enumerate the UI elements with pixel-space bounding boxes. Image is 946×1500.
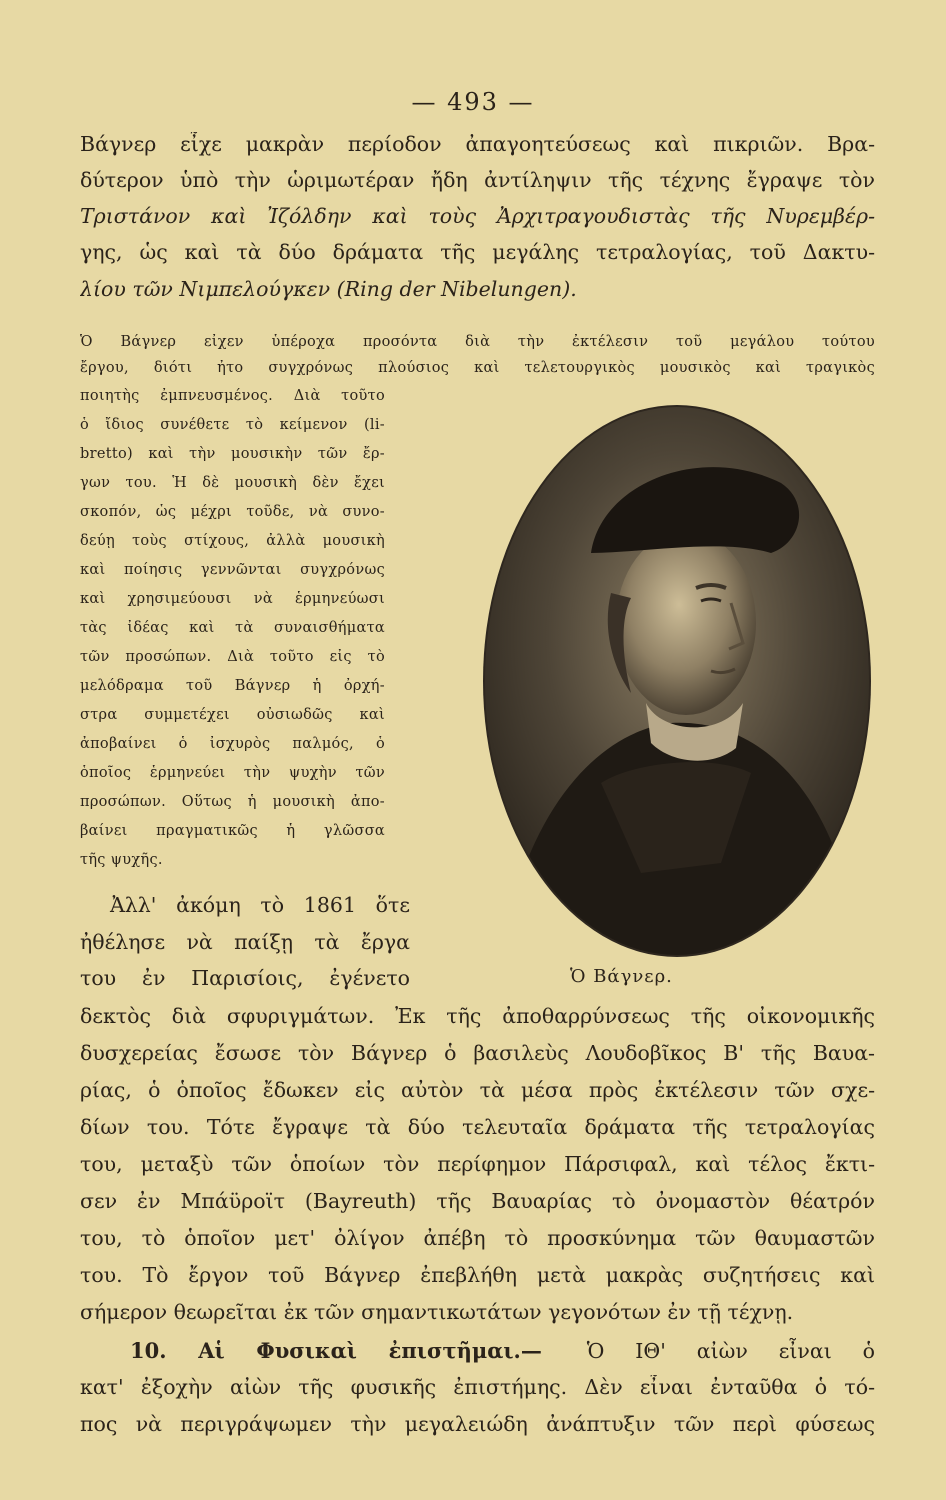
- section-heading-line: [80, 1338, 875, 1363]
- small-text-line: βαίνει πραγματικῶς ἡ γλῶσσα: [80, 823, 385, 839]
- text-line: Βάγνερ εἶχε μακρὰν περίοδον ἀπαγοητεύσεως καὶ πικριῶν. Βρα-: [80, 132, 875, 156]
- small-text-line: ἔργου, διότι ἦτο συγχρόνως πλούσιος καὶ τελετουργικὸς μουσικὸς καὶ τραγικὸς: [80, 360, 875, 376]
- small-text-line: bretto) καὶ τὴν μουσικὴν τῶν ἔρ-: [80, 446, 385, 462]
- small-text-line: στρα συμμετέχει οὐσιωδῶς καὶ: [80, 707, 385, 723]
- text-line: πος νὰ περιγράψωμεν τὴν μεγαλειώδη ἀνάπτυξιν τῶν περὶ φύσεως: [80, 1412, 875, 1436]
- text-line: Ἀλλ' ἀκόμη τὸ 1861 ὅτε: [110, 893, 410, 917]
- small-text-line: ἀποβαίνει ὁ ἰσχυρὸς παλμός, ὁ: [80, 736, 385, 752]
- text-line: σήμερον θεωρεῖται ἐκ τῶν σημαντικωτάτων γεγονότων ἐν τῇ τέχνῃ.: [80, 1300, 794, 1324]
- text-line: δύτερον ὑπὸ τὴν ὡριμωτέραν ἤδη ἀντίληψιν τῆς τέχνης ἔγραψε τὸν: [80, 168, 875, 192]
- small-text-line: τῶν προσώπων. Διὰ τοῦτο εἰς τὸ: [80, 649, 385, 665]
- text-line: του. Τὸ ἔργον τοῦ Βάγνερ ἐπεβλήθη μετὰ μακρὰς συζητήσεις καὶ: [80, 1263, 875, 1287]
- section-heading-rest: Ὁ ΙΘ' αἰὼν εἶναι ὁ: [586, 1339, 875, 1363]
- small-text-line: ποιητὴς ἐμπνευσμένος. Διὰ τοῦτο: [80, 388, 385, 404]
- small-text-line: ὁποῖος ἑρμηνεύει τὴν ψυχὴν τῶν: [80, 765, 385, 781]
- text-line: του, τὸ ὁποῖον μετ' ὀλίγον ἀπέβη τὸ προσκύνημα τῶν θαυμαστῶν: [80, 1226, 875, 1250]
- page-number: — 493 —: [411, 88, 535, 116]
- text-line: λίου τῶν Νιμπελούγκεν (Ring der Nibelungen).: [80, 277, 577, 301]
- small-text-line: ὁ ἴδιος συνέθετε τὸ κείμενον (li-: [80, 417, 385, 433]
- portrait-caption: Ὁ Βάγνερ.: [570, 966, 673, 987]
- text-line: δεκτὸς διὰ σφυριγμάτων. Ἐκ τῆς ἀποθαρρύνσεως τῆς οἰκονομικῆς: [80, 1004, 875, 1028]
- small-text-line: καὶ χρησιμεύουσι νὰ ἑρμηνεύωσι: [80, 591, 385, 607]
- small-text-line: σκοπόν, ὡς μέχρι τοῦδε, νὰ συνο-: [80, 504, 385, 520]
- small-text-line: τὰς ἰδέας καὶ τὰ συναισθήματα: [80, 620, 385, 636]
- text-line: Τριστάνον καὶ Ἰζόλδην καὶ τοὺς Ἀρχιτραγουδιστὰς τῆς Νυρεμβέρ-: [80, 204, 875, 228]
- text-line: γης, ὡς καὶ τὰ δύο δράματα τῆς μεγάλης τετραλογίας, τοῦ Δακτυ-: [80, 240, 875, 264]
- small-text-line: μελόδραμα τοῦ Βάγνερ ἡ ὀρχή-: [80, 678, 385, 694]
- small-text-line: Ὁ Βάγνερ εἶχεν ὑπέροχα προσόντα διὰ τὴν ἐκτέλεσιν τοῦ μεγάλου τούτου: [80, 334, 875, 350]
- small-text-line: δεύῃ τοὺς στίχους, ἀλλὰ μουσικὴ: [80, 533, 385, 549]
- text-line: ρίας, ὁ ὁποῖος ἔδωκεν εἰς αὐτὸν τὰ μέσα πρὸς ἐκτέλεσιν τῶν σχε-: [80, 1078, 875, 1102]
- small-text-line: καὶ ποίησις γεννῶνται συγχρόνως: [80, 562, 385, 578]
- text-line: κατ' ἐξοχὴν αἰὼν τῆς φυσικῆς ἐπιστήμης. Δὲν εἶναι ἐνταῦθα ὁ τό-: [80, 1375, 875, 1399]
- small-text-line: γων του. Ἡ δὲ μουσικὴ δὲν ἔχει: [80, 475, 385, 491]
- text-line: δίων του. Τότε ἔγραψε τὰ δύο τελευταῖα δράματα τῆς τετραλογίας: [80, 1115, 875, 1139]
- small-text-line: τῆς ψυχῆς.: [80, 852, 163, 868]
- text-line: του ἐν Παρισίοις, ἐγένετο: [80, 966, 410, 990]
- section-heading: 10. Αἱ Φυσικαὶ ἐπιστῆμαι.—: [130, 1338, 542, 1363]
- text-line: σεν ἐν Μπάϋροϊτ (Bayreuth) τῆς Βαυαρίας τὸ ὀνομαστὸν θέατρόν: [80, 1189, 875, 1213]
- text-line: δυσχερείας ἔσωσε τὸν Βάγνερ ὁ βασιλεὺς Λουδοβῖκος Β' τῆς Βαυα-: [80, 1041, 875, 1065]
- wagner-portrait: [481, 403, 874, 960]
- text-line: ἠθέλησε νὰ παίξῃ τὰ ἔργα: [80, 930, 410, 954]
- small-text-line: προσώπων. Οὕτως ἡ μουσικὴ ἀπο-: [80, 794, 385, 810]
- text-line: του, μεταξὺ τῶν ὁποίων τὸν περίφημον Πάρσιφαλ, καὶ τέλος ἔκτι-: [80, 1152, 875, 1176]
